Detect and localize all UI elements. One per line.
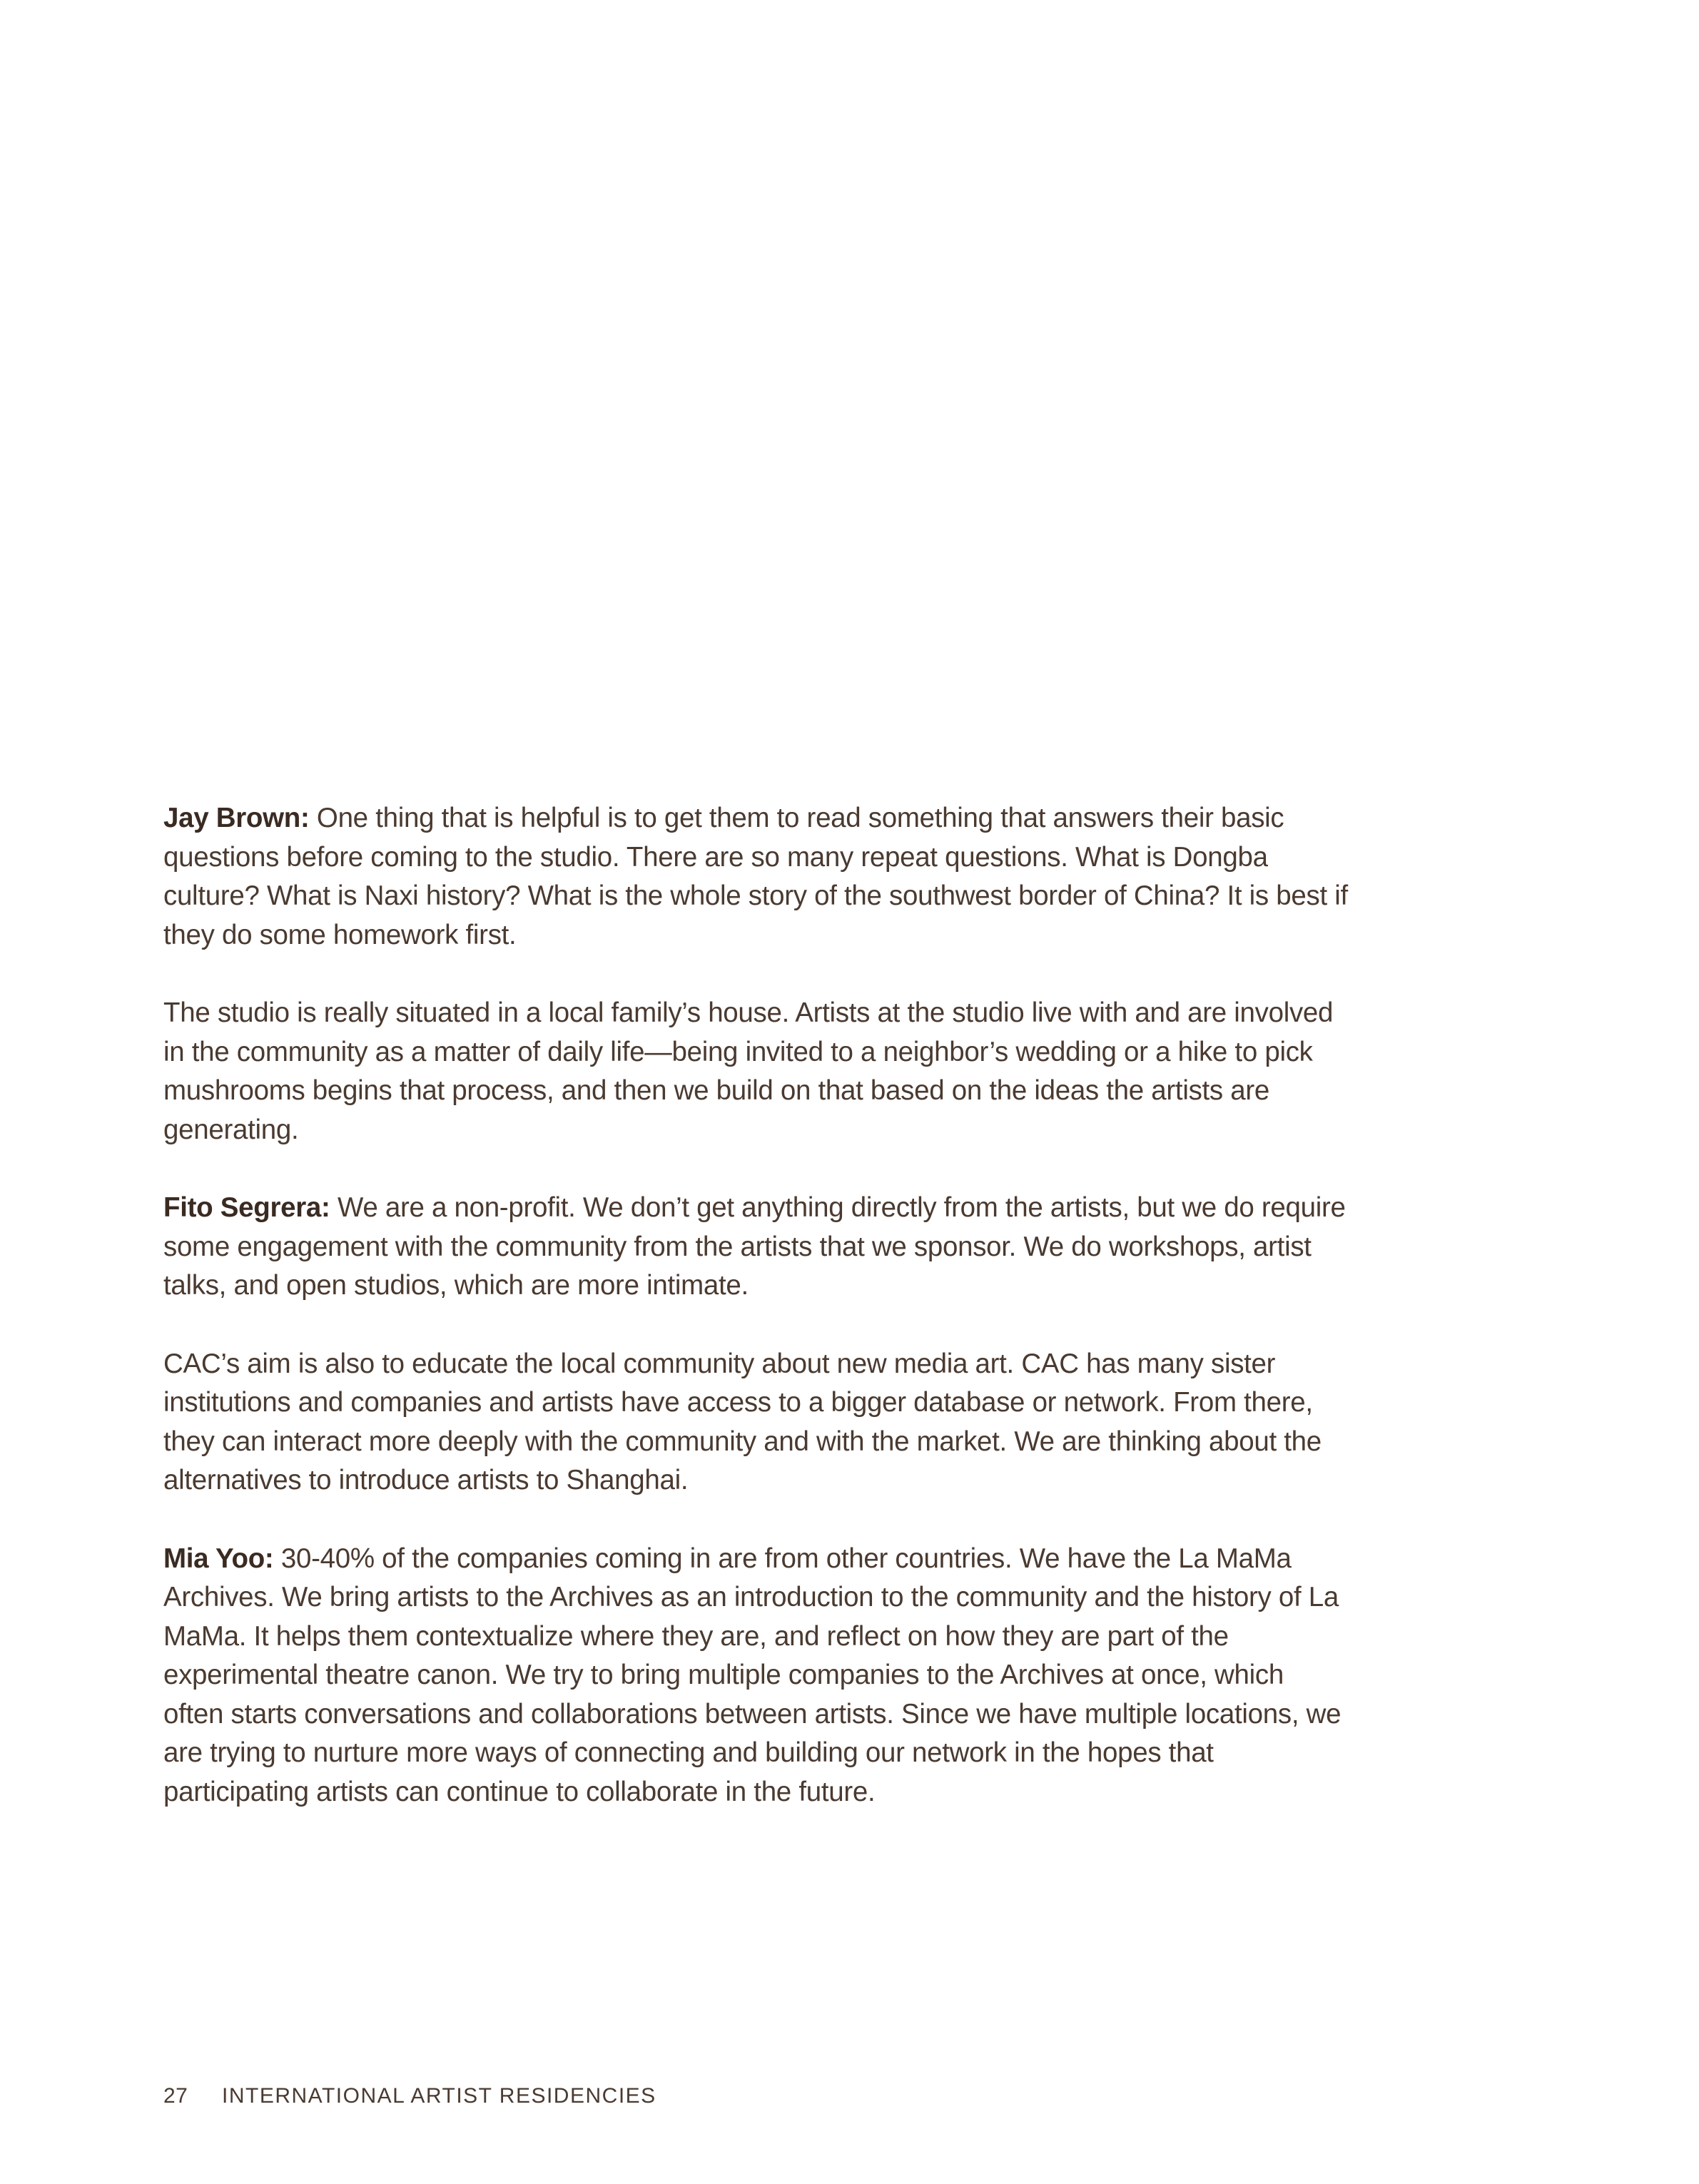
paragraph-text: One thing that is helpful is to get them to read something that answers their basic questions before coming to the studio. There are so many repeat questions. What is Dongba culture? What is Naxi history? What is the whole story of the southwest border of China? It is best if they do some homework first. [163,803,1348,950]
speaker-name: Fito Segrera: [163,1192,330,1223]
paragraph-mia-yoo [163,1540,1348,1812]
paragraph-text: CAC’s aim is also to educate the local community about new media art. CAC has many sister institutions and companies and artists have access to a bigger database or network. From there, they can interact more deeply with the community and with the market. We are thinking about the alternatives to introduce artists to Shanghai. [163,1348,1322,1495]
paragraph-text: We are a non-profit. We don’t get anything directly from the artists, but we do require some engagement with the community from the artists that we sponsor. We do workshops, artist talks, and open studios, which are more intimate. [163,1192,1346,1301]
paragraph-jay-brown [163,799,1348,955]
speaker-name: Mia Yoo: [163,1543,274,1574]
interview-body [163,799,1348,1851]
page-number: 27 [163,2084,188,2108]
paragraph-text: The studio is really situated in a local family’s house. Artists at the studio live with and are involved in the community as a matter of daily life—being invited to a neighbor’s wedding or a hike to pick mushrooms begins that process, and then we build on that based on the ideas the artists are generating. [163,997,1334,1145]
speaker-name: Jay Brown: [163,803,310,833]
paragraph-text: 30-40% of the companies coming in are from other countries. We have the La MaMa Archives. We bring artists to the Archives as an introduction to the community and the history of La MaMa. It helps them contextualize where they are, and reflect on how they are part of the experimental theatre canon. We try to bring multiple companies to the Archives at once, which often starts conversations and collaborations between artists. Since we have multiple locations, we are trying to nurture more ways of connecting and building our network in the hopes that participating artists can continue to collaborate in the future. [163,1543,1342,1807]
paragraph-studio [163,994,1348,1149]
paragraph-cac-aim [163,1345,1348,1500]
section-title: INTERNATIONAL ARTIST RESIDENCIES [222,2084,656,2108]
page-footer [163,2083,656,2109]
paragraph-fito-segrera [163,1189,1348,1306]
